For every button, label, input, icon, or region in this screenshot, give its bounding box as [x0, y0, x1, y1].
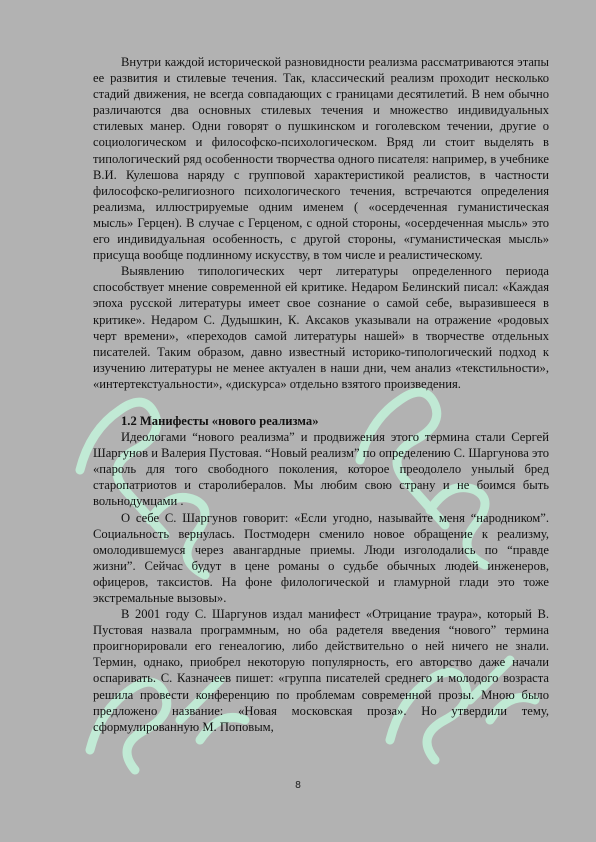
paragraph: О себе С. Шаргунов говорит: «Если угодно, называйте меня “народником”. Социальность вернулась. Постмодерн сменило новое обращение к реализму, омолодившемуся через авангардные приемы. Люди изголодались по “правде жизни”. Сейчас будут в цене романы о судьбе обычных людей инженеров, офицеров, таксистов. На фоне филологической и гламурной глади это тоже экстремальные вызовы». — [93, 510, 549, 605]
page-number: 8 — [294, 780, 302, 791]
paragraph: В 2001 году С. Шаргунов издал манифест «Отрицание траура», который В. Пустовая назвала программным, но оба радетеля введения “нового” термина проигнорировали его генеалогию, либо действительно о ней ничего не знали. Термин, однако, приобрел некоторую популярность, его авторство даже начали оспаривать. С. Казначеев пишет: «группа писателей среднего и молодого возраста решила провести конференцию по проблемам современной прозы. Мною было предложено название: «Новая московская проза». Но утвердили тему, сформулированную М. Поповым, — [93, 607, 549, 734]
paragraph: Выявлению типологических черт литературы определенного периода способствует мнение современной ей критике. Недаром Белинский писал: «Каждая эпоха русской литературы имеет свое сознание о самой себе, выразившееся в критике». Недаром С. Дудышкин, К. Аксаков указывали на отражение «родовых черт времени», «переходов самой литературы нашей» в творчестве отдельных писателей. Таким образом, давно известный историко-типологический подход к изучению литературы не менее актуален в наши дни, чем анализ «текстильности», «интертекстуальности», «дискурса» отдельно взятого произведения. — [93, 264, 549, 391]
paragraph: Внутри каждой исторической разновидности реализма рассматриваются этапы ее развития и стилевые течения. Так, классический реализм проходит несколько стадий движения, не всегда совпадающих с границами десятилетий. В нем обычно различаются два основных стилевых течения и множество индивидуальных стилевых манер. Одни говорят о пушкинском и гоголевском течении, другие о социологическом и философско-психологическом. Вряд ли стоит выделять в типологический ряд особенности творчества одного писателя: например, в учебнике В.И. Кулешова наряду с групповой характеристикой реалистов, в частности философско-религиозного психологического течения, встречаются определения реализма, иллюстрируемые одним именем ( «осердеченная гуманистическая мысль» Герцен). В случае с Герценом, с одной стороны, «осердеченная мысль» это его индивидуальная особенность, с другой стороны, «гуманистическая мысль» присуща вообще подлинному искусству, в том числе и реалистическому. — [93, 55, 549, 263]
section-heading: 1.2 Манифесты «нового реализма» — [121, 413, 319, 428]
paragraph: Идеологами “нового реализма” и продвижения этого термина стали Сергей Шаргунов и Валерия Пустовая. “Новый реализм” по определению С. Шаргунова это «пароль для того свободного поколения, которое преодолело унылый бред старопатриотов и старолибералов. Мы любим свою страну и не боимся быть вольнодумцами . — [93, 430, 549, 509]
document-body — [93, 54, 549, 735]
